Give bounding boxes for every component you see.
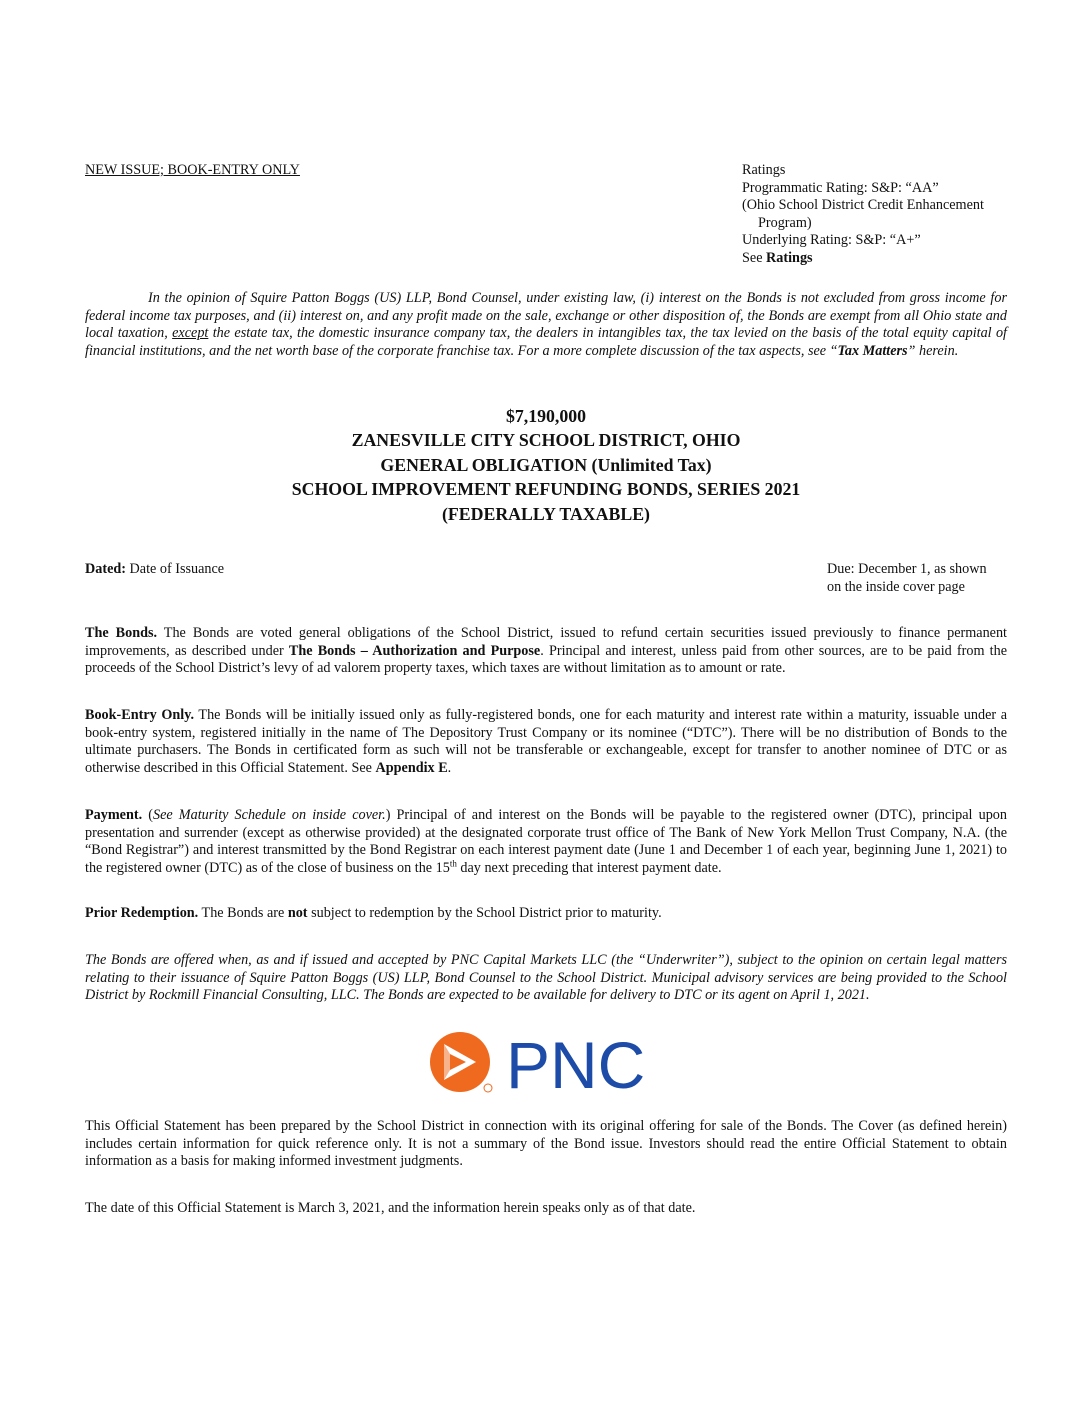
tax-matters-ref: Tax Matters xyxy=(837,342,908,359)
pnc-triangle-logo-icon xyxy=(428,1030,660,1094)
bond-title-block xyxy=(85,404,1007,526)
underlying-rating: Underlying Rating: S&P: “A+” xyxy=(742,232,921,249)
official-statement-paragraph: This Official Statement has been prepared by the School District in connection with its original offering for sale of the Bonds. The Cover (as defined herein) includes certain information for quick reference only. It is not a summary of the Bond issue. Investors should read the entire Official Statement to obtain information as a basis for making informed investment judgments. xyxy=(85,1118,1007,1170)
taxable-status: (FEDERALLY TAXABLE) xyxy=(442,503,650,524)
the-bonds-paragraph: The Bonds. The Bonds are voted general obligations of the School District, issued to refund certain securities issued previously to finance permanent improvements, as described under The Bonds – Authorization and Purpose. Principal and interest, unless paid from other sources, are to be paid from the proceeds of the School District’s levy of ad valorem property taxes, which taxes are without limitation as to amount or rate. xyxy=(85,625,1008,677)
bond-series: SCHOOL IMPROVEMENT REFUNDING BONDS, SERIES 2021 xyxy=(291,479,801,500)
programmatic-rating: Programmatic Rating: S&P: “AA” xyxy=(742,179,939,196)
except-emphasis: except xyxy=(172,325,209,342)
prior-redemption-paragraph: Prior Redemption. The Bonds are not subject to redemption by the School District prior to maturity. xyxy=(85,905,662,921)
dated-line: Dated: Date of Issuance xyxy=(85,561,225,577)
program-name-line2: Program) xyxy=(758,214,812,231)
payment-paragraph: Payment. (See Maturity Schedule on inside cover.) Principal of and interest on the Bonds will be payable to the registered owner (DTC), principal upon presentation and surrender (except as otherwise provided) at the designated corporate trust office of The Bank of New York Mellon Trust Company, N.A. (the “Bond Registrar”) and interest transmitted by the Bond Registrar on each interest payment date (June 1 and December 1 of each year, beginning June 1, 2021) to the registered owner (DTC) as of the close of business on the 15th day next preceding that interest payment date. xyxy=(85,807,1007,876)
program-name-line1: (Ohio School District Credit Enhancement xyxy=(742,197,984,214)
see-ratings: See Ratings xyxy=(742,249,813,266)
issue-label: NEW ISSUE; BOOK-ENTRY ONLY xyxy=(85,162,300,178)
ratings-heading: Ratings xyxy=(742,162,786,178)
offering-paragraph: The Bonds are offered when, as and if issued and accepted by PNC Capital Markets LLC (the “Underwriter”), subject to the opinion on certain legal matters relating to their issuance of Squire Patton Boggs (US) LLP, Bond Counsel to the School District. Municipal advisory services are being provided to the School District by Rockmill Financial Consulting, LLC. The Bonds are expected to be available for delivery to DTC or its agent on April 1, 2021. xyxy=(85,952,1007,1004)
book-entry-paragraph: Book-Entry Only. The Bonds will be initially issued only as fully-registered bonds, one for each maturity and interest rate within a maturity, issuable under a book-entry system, registered initially in the name of The Depository Trust Company or its nominee (“DTC”). There will be no distribution of Bonds to the ultimate purchasers. The Bonds in certificated form as such will not be transferable or exchangeable, except for transfer to another nominee of DTC or as otherwise described in this Official Statement. See Appendix E. xyxy=(85,707,1007,776)
ratings-block xyxy=(742,162,1022,268)
pnc-logo xyxy=(428,1030,660,1094)
bond-amount: $7,190,000 xyxy=(505,406,586,426)
pnc-wordmark: PNC xyxy=(506,1030,646,1094)
tax-opinion-paragraph: In the opinion of Squire Patton Boggs (US) LLP, Bond Counsel, under existing law, (i) interest on the Bonds is not excluded from gross income for federal income tax purposes, and (ii) interest on, and any profit made on the sale, exchange or other disposition of, the Bonds are exempt from all Ohio state and local taxation, except the estate tax, the domestic insurance company tax, the dealers in intangibles tax, the tax levied on the basis of the total equity capital of financial institutions, and the net worth base of the corporate franchise tax. For a more complete discussion of the tax aspects, see “Tax Matters” herein. xyxy=(85,290,1007,359)
bond-type: GENERAL OBLIGATION (Unlimited Tax) xyxy=(380,454,712,475)
due-line: Due: December 1, as shown on the inside cover page xyxy=(827,561,987,595)
statement-date-paragraph: The date of this Official Statement is March 3, 2021, and the information herein speaks only as of that date. xyxy=(85,1200,696,1216)
issuer-name: ZANESVILLE CITY SCHOOL DISTRICT, OHIO xyxy=(351,430,741,451)
